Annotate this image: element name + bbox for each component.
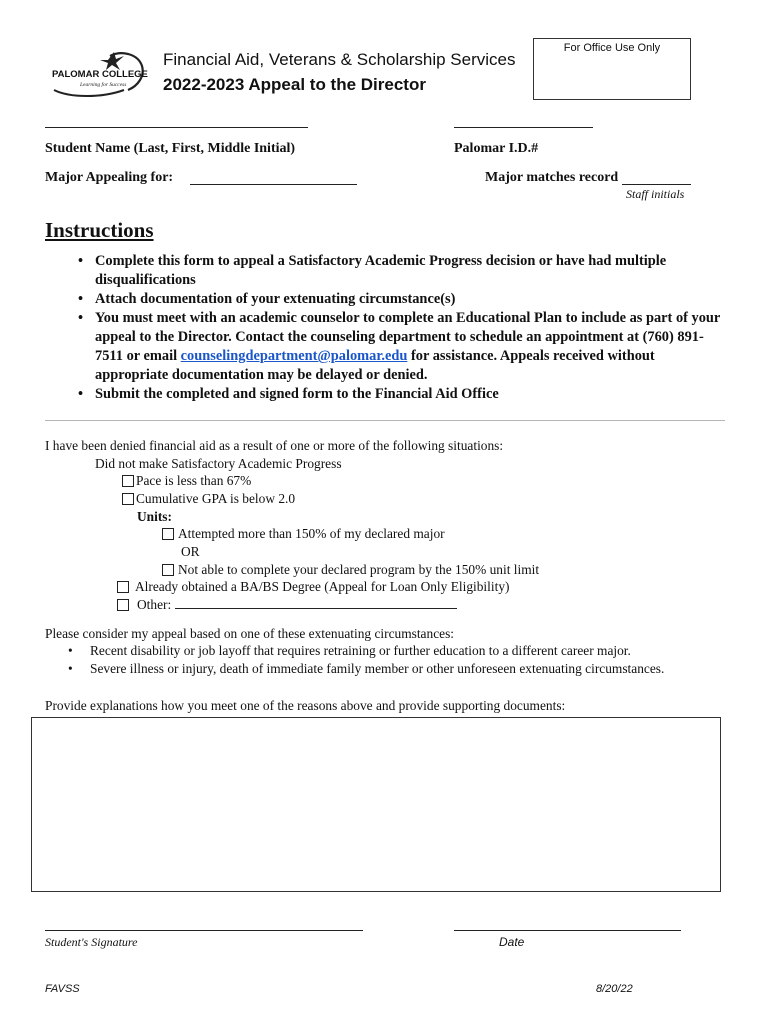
- major-appealing-line[interactable]: [190, 184, 357, 185]
- date-line[interactable]: [454, 930, 681, 931]
- not-able-label: Not able to complete your declared program by the 150% unit limit: [178, 562, 540, 577]
- footer-code: FAVSS: [45, 983, 80, 995]
- other-input-line[interactable]: [175, 598, 457, 609]
- circumstances-intro: Please consider my appeal based on one of these extenuating circumstances:: [45, 626, 455, 641]
- not-able-option: [162, 562, 539, 578]
- sap-heading: Did not make Satisfactory Academic Progress: [95, 456, 342, 471]
- instructions-list: [72, 252, 722, 404]
- explanation-prompt: Provide explanations how you meet one of the reasons above and provide supporting documents:: [45, 698, 566, 713]
- staff-initials-label: Staff initials: [626, 187, 685, 201]
- circumstances-list: [65, 642, 728, 678]
- instruction-item: • You must meet with an academic counselor to complete an Educational Plan to include as part of your appeal to the Director. Contact the counseling department to schedule an appointment at (760) 891-7511 or email counselingdepartment@palomar.edu for assistance. Appeals received without appropriate documentation may be delayed or denied.: [72, 309, 722, 385]
- student-signature-label: Student's Signature: [45, 935, 138, 949]
- footer-date: 8/20/22: [596, 983, 633, 995]
- department-name: Financial Aid, Veterans & Scholarship Services: [163, 50, 516, 69]
- degree-option: [117, 579, 509, 595]
- other-label: Other:: [137, 597, 172, 612]
- palomar-id-line[interactable]: [454, 127, 593, 128]
- other-checkbox[interactable]: [117, 599, 129, 611]
- staff-initials-line[interactable]: [622, 184, 691, 185]
- not-able-checkbox[interactable]: [162, 564, 174, 576]
- logo-text: PALOMAR COLLEGE: [52, 69, 148, 80]
- gpa-checkbox[interactable]: [122, 493, 134, 505]
- degree-checkbox[interactable]: [117, 581, 129, 593]
- or-text: OR: [181, 544, 200, 559]
- other-option: [117, 597, 457, 613]
- form-title: 2022-2023 Appeal to the Director: [163, 75, 426, 94]
- office-use-label: For Office Use Only: [563, 42, 661, 54]
- palomar-college-logo: [50, 46, 150, 102]
- pace-option: [122, 473, 251, 489]
- instruction-item: • Complete this form to appeal a Satisfactory Academic Progress decision or have had multiple disqualifications: [72, 252, 722, 290]
- student-name-line[interactable]: [45, 127, 308, 128]
- major-appealing-label: Major Appealing for:: [45, 170, 174, 185]
- explanation-textbox[interactable]: [31, 717, 721, 892]
- degree-label: Already obtained a BA/BS Degree (Appeal for Loan Only Eligibility): [135, 579, 510, 594]
- instruction-item: • Submit the completed and signed form to the Financial Aid Office: [72, 385, 722, 404]
- pace-checkbox[interactable]: [122, 475, 134, 487]
- date-label: Date: [499, 935, 525, 949]
- section-divider: [45, 420, 725, 421]
- student-name-label: Student Name (Last, First, Middle Initial): [45, 141, 296, 156]
- circumstance-item: • Recent disability or job layoff that requires retraining or further education to a different career major.: [65, 642, 728, 660]
- gpa-label: Cumulative GPA is below 2.0: [136, 491, 296, 506]
- units-heading: Units:: [137, 509, 172, 524]
- student-signature-line[interactable]: [45, 930, 363, 931]
- attempted-checkbox[interactable]: [162, 528, 174, 540]
- attempted-option: [162, 526, 445, 542]
- gpa-option: [122, 491, 295, 507]
- logo-tagline: Learning for Success: [80, 82, 127, 88]
- instruction-item: • Attach documentation of your extenuating circumstance(s): [72, 290, 722, 309]
- office-use-box: [533, 38, 691, 100]
- pace-label: Pace is less than 67%: [136, 473, 252, 488]
- palomar-id-label: Palomar I.D.#: [454, 141, 539, 156]
- major-matches-label: Major matches record: [485, 170, 619, 185]
- instructions-heading: Instructions: [45, 218, 154, 242]
- counseling-email-link[interactable]: counselingdepartment@palomar.edu: [180, 348, 408, 364]
- situations-intro: I have been denied financial aid as a result of one or more of the following situations:: [45, 438, 504, 453]
- attempted-label: Attempted more than 150% of my declared major: [178, 526, 445, 541]
- circumstance-item: • Severe illness or injury, death of immediate family member or other unforeseen extenuating circumstances.: [65, 660, 728, 678]
